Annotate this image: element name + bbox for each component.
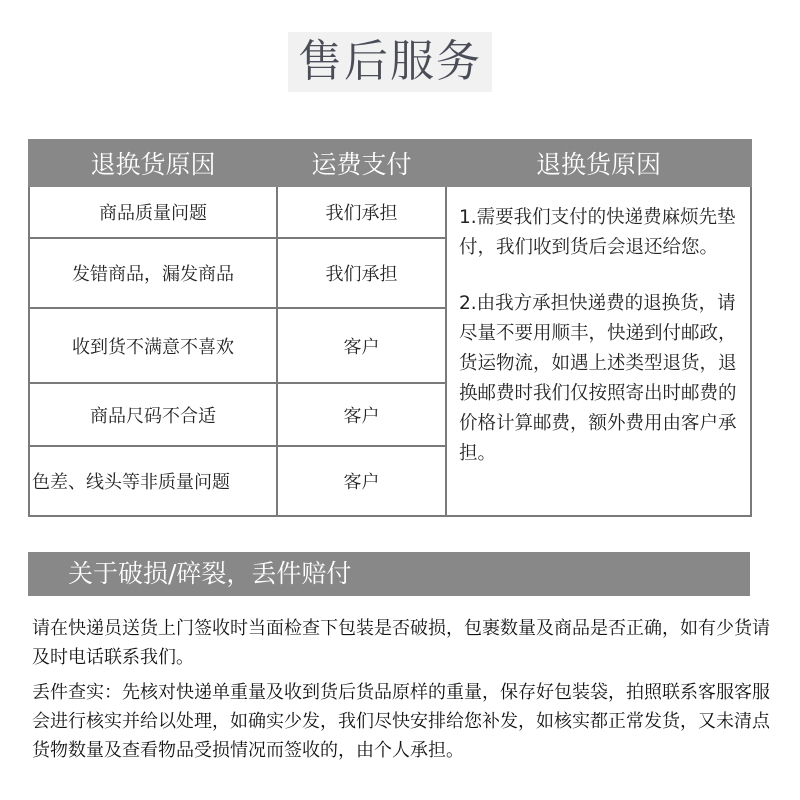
payer-cell: 客户 [277,383,446,446]
damage-inspection-paragraph: 请在快递员送货上门签收时当面检查下包装是否破损，包裹数量及商品是否正确，如有少货请及时电话联系我们。 [32,618,770,668]
note-item: 2.由我方承担快递费的退换货，请尽量不要用顺丰，快递到付邮政，货运物流，如遇上述类型退货，退换邮费时我们仅按照寄出时邮费的价格计算邮费，额外费用由客户承担。 [459,293,737,464]
reason-cell: 收到货不满意不喜欢 [29,308,277,383]
return-policy-table [28,139,752,517]
note-item: 1.需要我们支付的快递费麻烦先垫付，我们收到货后会退还给您。 [459,207,736,258]
payer-cell: 客户 [277,446,446,516]
table-header-row [29,140,751,186]
reason-cell: 发错商品，漏发商品 [29,238,277,308]
payer-cell: 我们承担 [277,186,446,238]
lost-package-paragraph: 丢件查实：先核对快递单重量及收到货后货品原样的重量，保存好包装袋，拍照联系客服客服会进行核实并给以处理，如确实少发，我们尽快安排给您补发，如核实都正常发货，又未清点货物数量及查看物品受损情况而签收的，由个人承担。 [32,682,770,761]
page-title: 售后服务 [288,32,492,92]
reason-cell: 商品质量问题 [29,186,277,238]
notes-cell [446,186,751,516]
payer-cell: 我们承担 [277,238,446,308]
column-header-shipping-payer: 运费支付 [277,140,446,186]
column-header-notes: 退换货原因 [446,140,751,186]
payer-cell: 客户 [277,308,446,383]
table-row [29,186,751,238]
damage-section-title: 关于破损/碎裂，丢件赔付 [28,552,750,596]
reason-cell: 色差、线头等非质量问题 [29,446,277,516]
reason-cell: 商品尺码不合适 [29,383,277,446]
column-header-reason: 退换货原因 [29,140,277,186]
